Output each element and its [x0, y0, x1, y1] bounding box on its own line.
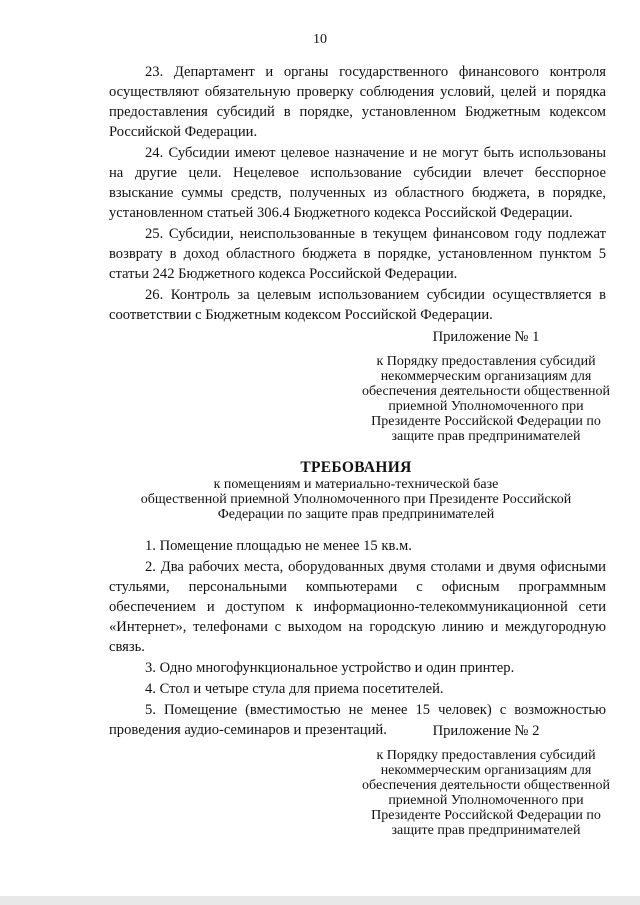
- requirements-subtitle-line: общественной приемной Уполномоченного при Президенте Российской: [140, 492, 572, 507]
- paragraph-26: 26. Контроль за целевым использованием субсидии осуществляется в соответствии с Бюджетным кодексом Российской Федерации.: [109, 287, 606, 323]
- requirements-heading: [100, 460, 612, 522]
- requirement-item-1: 1. Помещение площадью не менее 15 кв.м.: [145, 538, 412, 554]
- requirements-list: [109, 536, 606, 740]
- requirement-item-4: 4. Стол и четыре стула для приема посетителей.: [145, 681, 444, 697]
- paragraph-25: 25. Субсидии, неиспользованные в текущем финансовом году подлежат возврату в доход областного бюджета в порядке, установленном пунктом 5 статьи 242 Бюджетного кодекса Российской Федерации.: [109, 226, 606, 282]
- appendix-2-text: к Порядку предоставления субсидий некоммерческим организациям для обеспечения деятельности общественной приемной Уполномоченного при Президенте Российской Федерации по защите прав предпринимателей: [362, 748, 610, 838]
- requirements-subtitle-line: к помещениям и материально-технической базе: [213, 477, 499, 492]
- appendix-2-block: [360, 724, 612, 838]
- top-paragraphs: [109, 62, 606, 325]
- requirements-subtitle-line: Федерации по защите прав предпринимателей: [217, 507, 495, 522]
- scan-bottom-edge: [0, 896, 640, 905]
- requirement-item-5: 5. Помещение (вместимостью не менее 15 человек) с возможностью проведения аудио-семинаров и презентаций.: [109, 702, 606, 738]
- page-number: 10: [313, 32, 327, 47]
- requirement-item-2: 2. Два рабочих места, оборудованных двумя столами и двумя офисными стульями, персональными компьютерами с офисным программным обеспечением и доступом к информационно-телекоммуникационной сети «Интернет», телефонами с выходом на городскую линию и междугородную связь.: [109, 559, 606, 655]
- paragraph-24: 24. Субсидии имеют целевое назначение и не могут быть использованы на другие цели. Нецелевое использование субсидии влечет бесспорное взыскание суммы средств, полученных из областного бюджета, в порядке, установленном статьей 306.4 Бюджетного кодекса Российской Федерации.: [109, 145, 606, 221]
- appendix-1-text: к Порядку предоставления субсидий некоммерческим организациям для обеспечения деятельности общественной приемной Уполномоченного при Президенте Российской Федерации по защите прав предпринимателей: [362, 354, 610, 444]
- requirements-title: ТРЕБОВАНИЯ: [300, 459, 412, 476]
- appendix-1-block: [360, 330, 612, 444]
- appendix-1-title: Приложение № 1: [432, 329, 540, 345]
- paragraph-23: 23. Департамент и органы государственного финансового контроля осуществляют обязательную проверку соблюдения условий, целей и порядка предоставления субсидий в порядке, установленном Бюджетным кодексом Российской Федерации.: [109, 64, 606, 140]
- appendix-2-title: Приложение № 2: [432, 723, 540, 739]
- requirement-item-3: 3. Одно многофункциональное устройство и один принтер.: [145, 660, 515, 676]
